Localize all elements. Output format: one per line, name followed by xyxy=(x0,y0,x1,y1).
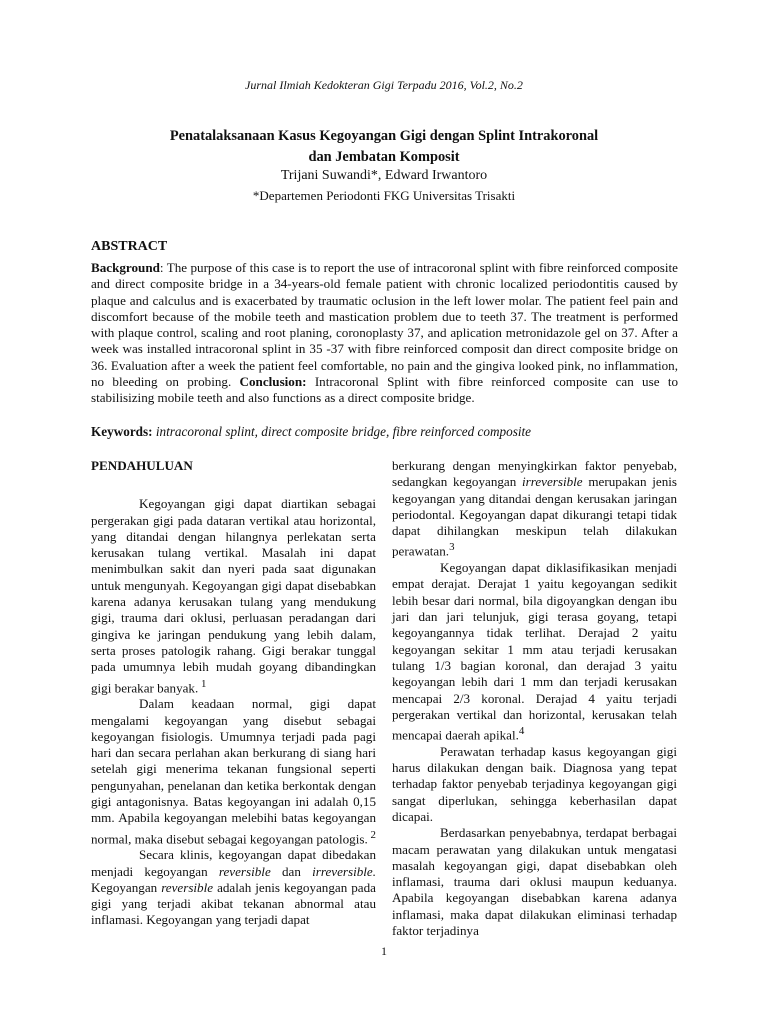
abstract-body xyxy=(91,260,678,407)
paragraph-text: dan xyxy=(270,863,313,879)
affiliation: *Departemen Periodonti FKG Universitas Trisakti xyxy=(252,188,516,203)
keywords-text: intracoronal splint, direct composite bridge, fibre reinforced composite xyxy=(152,424,532,439)
paragraph-text: Secara klinis, kegoyangan dapat dibedakan menjadi kegoyangan xyxy=(91,847,376,879)
reference-marker: 2 xyxy=(367,828,376,841)
paragraph-text: Dalam keadaan normal, gigi dapat mengalami kegoyangan yang disebut sebagai kegoyangan fisiologis. Umumnya terjadi pada pagi hari dan secara perlahan akan berkurang di siang hari setelah gigi menerima tekanan fungsional seperti pengunyahan, penelanan dan ketika berkontak dengan gigi antagonisnya. Batas kegoyangan ini adalah 0,15 mm. Apabila kegoyangan melebihi batas kegoyangan normal, maka disebut sebagai kegoyangan patologis. xyxy=(91,696,376,846)
article-title xyxy=(60,126,708,168)
paragraph xyxy=(392,825,677,939)
paragraph xyxy=(91,696,376,847)
background-text: : The purpose of this case is to report the use of intracoronal splint with fibre reinforced composite and direct composite bridge in a 34-years-old female patient with chronic localized periodontitis caused by plaque and calculus and is exacerbated by traumatic oclusion in the left lower molar. The patient feel pain and discomfort because of the mobile teeth and mastication problem due to teeth 37. The treatment is performed with plaque control, scaling and root planing, coronoplasty 37, and aplication metronidazole gel on 37. After a week was installed intracoronal splint in 35 -37 with fibre reinforced composit dan direct composite bridge on 36. Evaluation after a week the patient feel comfortable, no pain and the gingiva looked pink, no inflammation, no bleeding on probing. xyxy=(91,260,678,390)
right-column xyxy=(392,458,677,939)
reference-marker: 1 xyxy=(198,677,207,690)
paragraph-text: berkurang dengan menyingkirkan faktor penyebab, sedangkan kegoyangan xyxy=(392,458,677,490)
paragraph-text: Kegoyangan xyxy=(91,879,162,895)
keywords-label: Keywords: xyxy=(91,424,153,439)
conclusion-text: Intracoronal Splint with fibre reinforced composite can use to stabilisizing mobile teeth and also functions as a direct composite bridge. xyxy=(91,374,679,406)
paragraph-text: adalah jenis kegoyangan pada gigi yang terjadi akibat tekanan abnormal atau inflamasi. Kegoyangan yang terjadi dapat xyxy=(91,879,376,928)
italic-term: reversible xyxy=(161,879,214,895)
paragraph xyxy=(91,496,376,696)
authors: Trijani Suwandi*, Edward Irwantoro xyxy=(280,168,488,183)
paragraph-text: Kegoyangan dapat diklasifikasikan menjadi empat derajat. Derajat 1 yaitu kegoyangan sedikit lebih besar dari normal, bila digoyangkan dengan ibu jari dan jari telunjuk, gigi terasa goyang, tetapi kegoyangannya tidak terlihat. Derajad 2 yaitu kegoyangan sekitar 1 mm atau terjadi kerusakan tulang 1/3 bagian koronal, dan derajad 3 yaitu kegoyangan lebih dari 1 mm dan terjadi kerusakan mencapai 2/3 koronal. Derajad 4 yaitu terjadi pergerakan vertikal dan horizontal, kerusakan telah mencapai daerah apikal. xyxy=(392,560,677,743)
paragraph-text: merupakan jenis kegoyangan yang ditandai dengan kerusakan jaringan periodontal. Kegoyangan dapat dikurangi tetapi tidak dapat dihilangkan meskipun telah dilakukan perawatan. xyxy=(392,474,677,559)
background-label: Background xyxy=(91,260,160,275)
conclusion-label: Conclusion: xyxy=(239,374,307,390)
left-column xyxy=(91,458,376,929)
italic-term: irreversible xyxy=(522,474,583,490)
paragraph-text: Kegoyangan gigi dapat diartikan sebagai pergerakan gigi pada dataran vertikal atau horizontal, yang ditandai dengan hilangnya perlekatan serta kerusakan tulang vertikal. Masalah ini dapat menimbulkan sakit dan nyeri pada saat digunakan untuk mengunyah. Kegoyangan gigi dapat disebabkan karena adanya kerusakan tulang yang mendukung gigi, trauma dari oklusi, perluasan peradangan dari gingiva ke jaringan pendukung yang lebih dalam, serta proses patologik rahang. Gigi berakar tunggal pada umumnya lebih mudah goyang dibandingkan gigi berakar banyak. xyxy=(91,496,376,695)
title-line-2: dan Jembatan Komposit xyxy=(308,149,460,165)
reference-marker: 3 xyxy=(449,541,455,554)
paragraph xyxy=(392,560,677,744)
paragraph xyxy=(91,847,376,928)
reference-marker: 4 xyxy=(518,725,525,738)
section-heading: PENDAHULUAN xyxy=(91,458,193,473)
paragraph-text: Perawatan terhadap kasus kegoyangan gigi harus dilakukan dengan baik. Diagnosa yang tepat terhadap faktor penyebab terjadinya kegoyangan gigi sangat diperlukan, sehingga keberhasilan dapat dicapai. xyxy=(392,743,677,824)
page-number: 1 xyxy=(381,944,387,958)
keywords xyxy=(91,424,531,440)
italic-term: reversible xyxy=(218,863,271,879)
abstract-heading: ABSTRACT xyxy=(91,239,168,254)
italic-term: irreversible. xyxy=(312,863,376,879)
paragraph-text: Berdasarkan penyebabnya, terdapat berbagai macam perawatan yang dilakukan untuk mengatasi masalah kegoyangan gigi, dapat disebabkan oleh inflamasi, trauma dari oklusi maupun keduanya. Apabila kegoyangan disebabkan karena adanya inflamasi, maka dapat dilakukan eliminasi terhadap faktor terjadinya xyxy=(392,825,677,939)
paragraph xyxy=(392,744,677,825)
journal-header: Jurnal Ilmiah Kedokteran Gigi Terpadu 2016, Vol.2, No.2 xyxy=(245,78,523,92)
paragraph xyxy=(392,458,677,560)
title-line-1: Penatalaksanaan Kasus Kegoyangan Gigi dengan Splint Intrakoronal xyxy=(169,128,599,144)
